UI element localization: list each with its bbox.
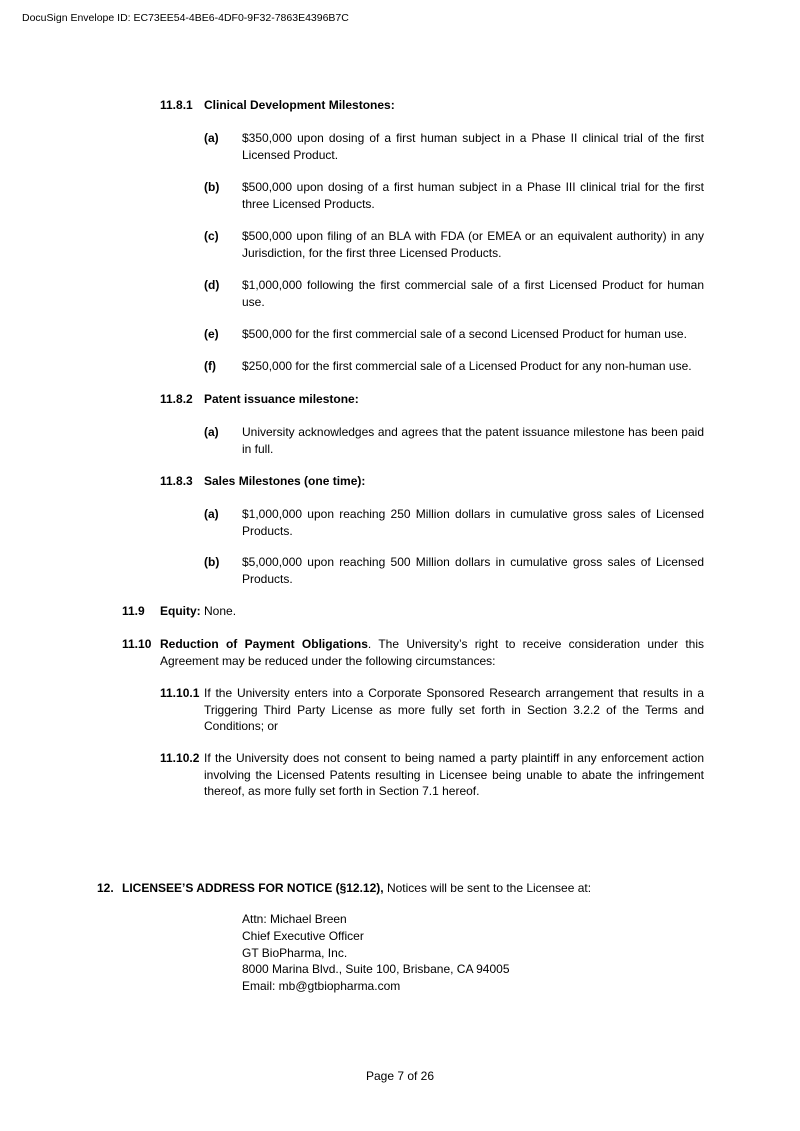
section-number: 11.8.3: [160, 474, 193, 488]
page-number: Page 7 of 26: [365, 1069, 435, 1083]
section-number: 11.8.1: [160, 98, 193, 112]
section-title: Sales Milestones (one time):: [204, 474, 366, 488]
subsection-number: 11.10.2: [160, 751, 200, 765]
section-notice: [122, 880, 722, 897]
section-number: 11.10: [122, 637, 152, 651]
address-email: Email: mb@gtbiopharma.com: [242, 979, 401, 994]
address-line: Attn: Michael Breen: [242, 912, 347, 926]
address-line: 8000 Marina Blvd., Suite 100, Brisbane, CA 94005: [242, 962, 510, 977]
subsection-text: If the University does not consent to being named a party plaintiff in any enforcement action involving the Licensed Patents resulting in Licensee being unable to abate the infringement thereof, as more fully set forth in Section 7.1 hereof.: [204, 751, 704, 798]
item-text: University acknowledges and agrees that the patent issuance milestone has been paid in full.: [242, 425, 704, 456]
section-title: LICENSEE’S ADDRESS FOR NOTICE (§12.12),: [122, 881, 384, 895]
item-label: (f): [204, 359, 216, 373]
item-text: $350,000 upon dosing of a first human subject in a Phase II clinical trial of the first Licensed Product.: [242, 131, 704, 162]
item-text: $500,000 upon filing of an BLA with FDA (or EMEA or an equivalent authority) in any Jurisdiction, for the first three Licensed Products.: [242, 229, 704, 260]
section-text: Notices will be sent to the Licensee at:: [383, 881, 592, 895]
item-text: $1,000,000 following the first commercial sale of a first Licensed Product for human use.: [242, 278, 704, 309]
section-number: 11.8.2: [160, 392, 193, 406]
section-reduction: [160, 636, 704, 669]
section-title: Clinical Development Milestones:: [204, 98, 395, 112]
section-title: Equity:: [160, 604, 201, 618]
item-text: $5,000,000 upon reaching 500 Million dollars in cumulative gross sales of Licensed Products.: [242, 555, 704, 586]
section-title: Patent issuance milestone:: [204, 392, 359, 406]
item-text: $500,000 for the first commercial sale of a second Licensed Product for human use.: [242, 327, 687, 341]
section-text: None.: [204, 604, 237, 618]
address-line: GT BioPharma, Inc.: [242, 945, 348, 960]
section-equity: [160, 603, 236, 620]
item-label: (d): [204, 278, 220, 292]
item-label: (b): [204, 555, 220, 569]
subsection-number: 11.10.1: [160, 686, 200, 700]
item-label: (a): [204, 131, 219, 145]
docusign-envelope-id: DocuSign Envelope ID: EC73EE54-4BE6-4DF0-9F32-7863E4396B7C: [22, 12, 349, 24]
licensee-address: [242, 911, 510, 995]
item-text: $1,000,000 upon reaching 250 Million dollars in cumulative gross sales of Licensed Products.: [242, 507, 704, 538]
item-text: $250,000 for the first commercial sale of a Licensed Product for any non-human use.: [242, 359, 692, 373]
section-number: 12.: [97, 881, 114, 895]
section-number: 11.9: [122, 604, 145, 618]
item-text: $500,000 upon dosing of a first human subject in a Phase III clinical trial for the first three Licensed Products.: [242, 180, 704, 211]
item-label: (a): [204, 507, 219, 521]
section-text: . The University’s right to receive consideration under this Agreement may be reduced under the following circumstances:: [160, 637, 705, 668]
item-label: (b): [204, 180, 220, 194]
subsection-text: If the University enters into a Corporate Sponsored Research arrangement that results in a Triggering Third Party License as more fully set forth in Section 3.2.2 of the Terms and Conditions; or: [204, 686, 704, 733]
item-label: (a): [204, 425, 219, 439]
section-title: Reduction of Payment Obligations: [160, 637, 368, 651]
address-line: Chief Executive Officer: [242, 928, 364, 943]
item-label: (c): [204, 229, 219, 243]
item-label: (e): [204, 327, 219, 341]
